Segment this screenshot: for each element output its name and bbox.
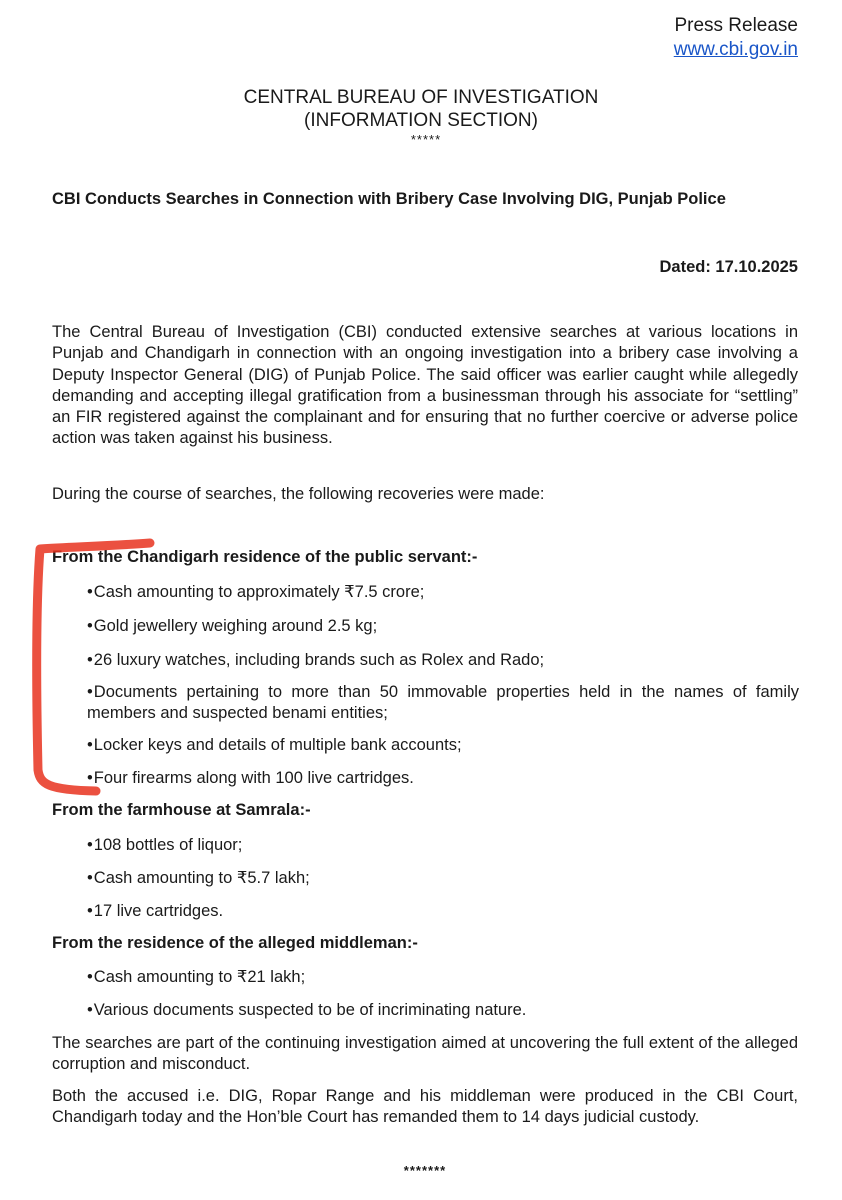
header-separator: *****: [410, 132, 442, 147]
press-release-header: [674, 14, 798, 62]
section-heading-samrala-farmhouse: From the farmhouse at Samrala:-: [52, 801, 311, 819]
list-item: •108 bottles of liquor;: [87, 836, 243, 854]
list-item: •Four firearms along with 100 live cartridges.: [87, 769, 414, 787]
list-item: •Cash amounting to ₹21 lakh;: [87, 968, 306, 986]
end-separator: *******: [403, 1163, 447, 1178]
list-item: •Cash amounting to ₹5.7 lakh;: [87, 869, 310, 887]
organization-heading: [0, 86, 842, 132]
section-heading-chandigarh-residence: From the Chandigarh residence of the public servant:-: [52, 548, 478, 566]
closing-paragraph-2: Both the accused i.e. DIG, Ropar Range and his middleman were produced in the CBI Court, Chandigarh today and the Hon’ble Court has remanded them to 14 days judicial custody.: [52, 1087, 798, 1127]
list-item: •Locker keys and details of multiple bank accounts;: [87, 736, 462, 754]
list-item: •Cash amounting to approximately ₹7.5 crore;: [87, 583, 425, 601]
list-item: •26 luxury watches, including brands such as Rolex and Rado;: [87, 651, 545, 669]
recoveries-intro: During the course of searches, the following recoveries were made:: [52, 485, 545, 503]
list-item: •Gold jewellery weighing around 2.5 kg;: [87, 617, 378, 635]
list-item: •17 live cartridges.: [87, 902, 224, 920]
release-date: Dated: 17.10.2025: [659, 258, 798, 276]
organization-section: (INFORMATION SECTION): [304, 110, 538, 131]
organization-name: CENTRAL BUREAU OF INVESTIGATION: [243, 87, 599, 108]
press-release-label: Press Release: [674, 15, 798, 36]
list-item: •Various documents suspected to be of incriminating nature.: [87, 1001, 527, 1019]
closing-paragraph-1: The searches are part of the continuing investigation aimed at uncovering the full extent of the alleged corruption and misconduct.: [52, 1034, 798, 1074]
intro-paragraph: The Central Bureau of Investigation (CBI) conducted extensive searches at various locations in Punjab and Chandigarh in connection with an ongoing investigation into a bribery case involving a Deputy Inspector General (DIG) of Punjab Police. The said officer was earlier caught while allegedly demanding and accepting illegal gratification from a businessman through his associate for “settling” an FIR registered against the complainant and for ensuring that no further coercive or adverse police action was taken against his business.: [52, 323, 798, 448]
section-heading-middleman-residence: From the residence of the alleged middleman:-: [52, 934, 418, 952]
list-item: •Documents pertaining to more than 50 immovable properties held in the names of family members and suspected benami entities;: [87, 683, 799, 722]
press-release-title: CBI Conducts Searches in Connection with Bribery Case Involving DIG, Punjab Police: [52, 190, 726, 208]
website-link[interactable]: www.cbi.gov.in: [673, 39, 798, 60]
